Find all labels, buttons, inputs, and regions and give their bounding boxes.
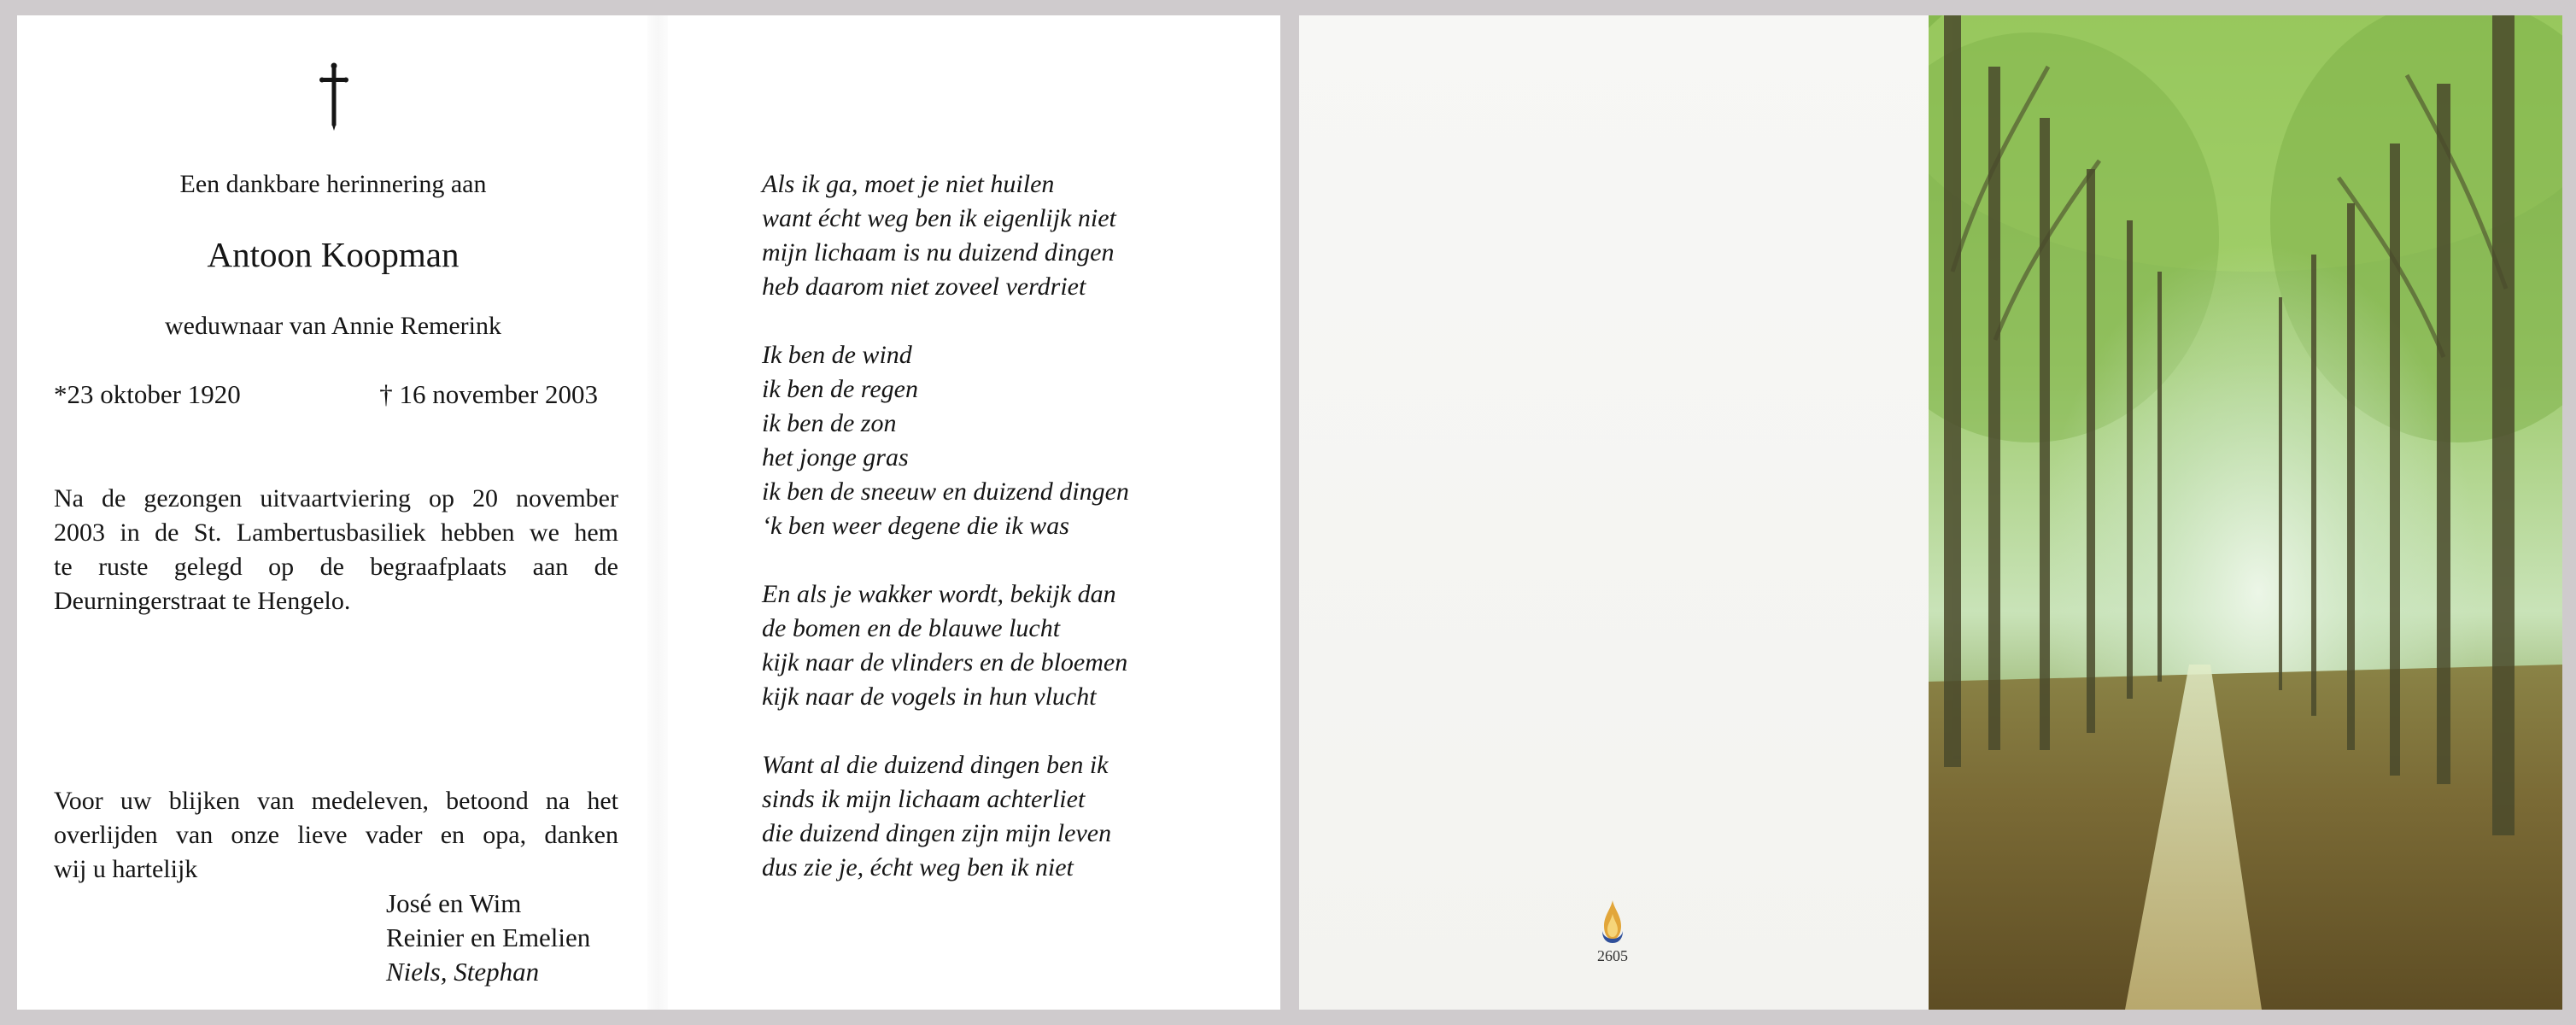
paragraph-line: 2003 in de St. Lambertusbasiliek hebben we hem [54,518,618,547]
poem-line: die duizend dingen zijn mijn leven [762,819,1112,847]
memorial-card-inside [17,15,1280,1010]
poem-stanza [762,748,1129,885]
poem-line: En als je wakker wordt, bekijk dan [762,580,1116,608]
birth-date: *23 oktober 1920 [54,379,241,409]
signature-line: Niels, Stephan [386,957,540,987]
paragraph-line: te ruste gelegd op de begraafplaats aan de [54,553,618,581]
intro-text: Een dankbare herinnering aan [179,170,487,198]
poem-line: ‘k ben weer degene die ik was [762,512,1069,540]
signature-line: Reinier en Emelien [386,922,591,952]
poem-line: want écht weg ben ik eigenlijk niet [762,204,1116,232]
death-date: † 16 november 2003 [379,379,598,409]
poem-line: kijk naar de vlinders en de bloemen [762,648,1128,676]
poem [762,167,1129,919]
poem-stanza [762,167,1129,304]
poem-line: de bomen en de blauwe lucht [762,614,1061,642]
signature-line: José en Wim [386,888,522,918]
poem-line: sinds ik mijn lichaam achterliet [762,785,1086,813]
deceased-name: Antoon Koopman [207,235,460,274]
card-fold [647,15,668,1010]
poem-line: mijn lichaam is nu duizend dingen [762,238,1115,266]
poem-stanza [762,577,1129,714]
thanks-paragraph [54,784,618,887]
poem-line: Als ik ga, moet je niet huilen [762,170,1055,198]
poem-line: ik ben de regen [762,375,918,403]
paragraph-line: Deurningerstraat te Hengelo. [54,587,351,615]
spouse-text: weduwnaar van Annie Remerink [164,312,502,340]
memorial-card-outside [1299,15,2562,1010]
funeral-paragraph [54,482,618,618]
paragraph-line: wij u hartelijk [54,855,198,883]
poem-line: het jonge gras [762,443,909,472]
poem-line: heb daarom niet zoveel verdriet [762,272,1086,301]
poem-line: dus zie je, écht weg ben ik niet [762,853,1074,882]
paragraph-line: Voor uw blijken van medeleven, betoond na het [54,787,618,815]
flame-logo-icon [1594,899,1631,952]
forest-photo [1929,15,2562,1010]
paragraph-line: overlijden van onze lieve vader en opa, danken [54,821,618,849]
poem-line: Ik ben de wind [762,341,912,369]
back-page [1299,15,1929,1010]
poem-line: ik ben de sneeuw en duizend dingen [762,477,1129,506]
poem-line: kijk naar de vogels in hun vlucht [762,682,1097,711]
paragraph-line: Na de gezongen uitvaartviering op 20 november [54,484,618,512]
poem-line: ik ben de zon [762,409,897,437]
poem-stanza [762,338,1129,543]
cross-icon [317,62,351,131]
poem-line: Want al die duizend dingen ben ik [762,751,1109,779]
family-signatures [386,887,590,989]
print-number: 2605 [1597,947,1628,964]
